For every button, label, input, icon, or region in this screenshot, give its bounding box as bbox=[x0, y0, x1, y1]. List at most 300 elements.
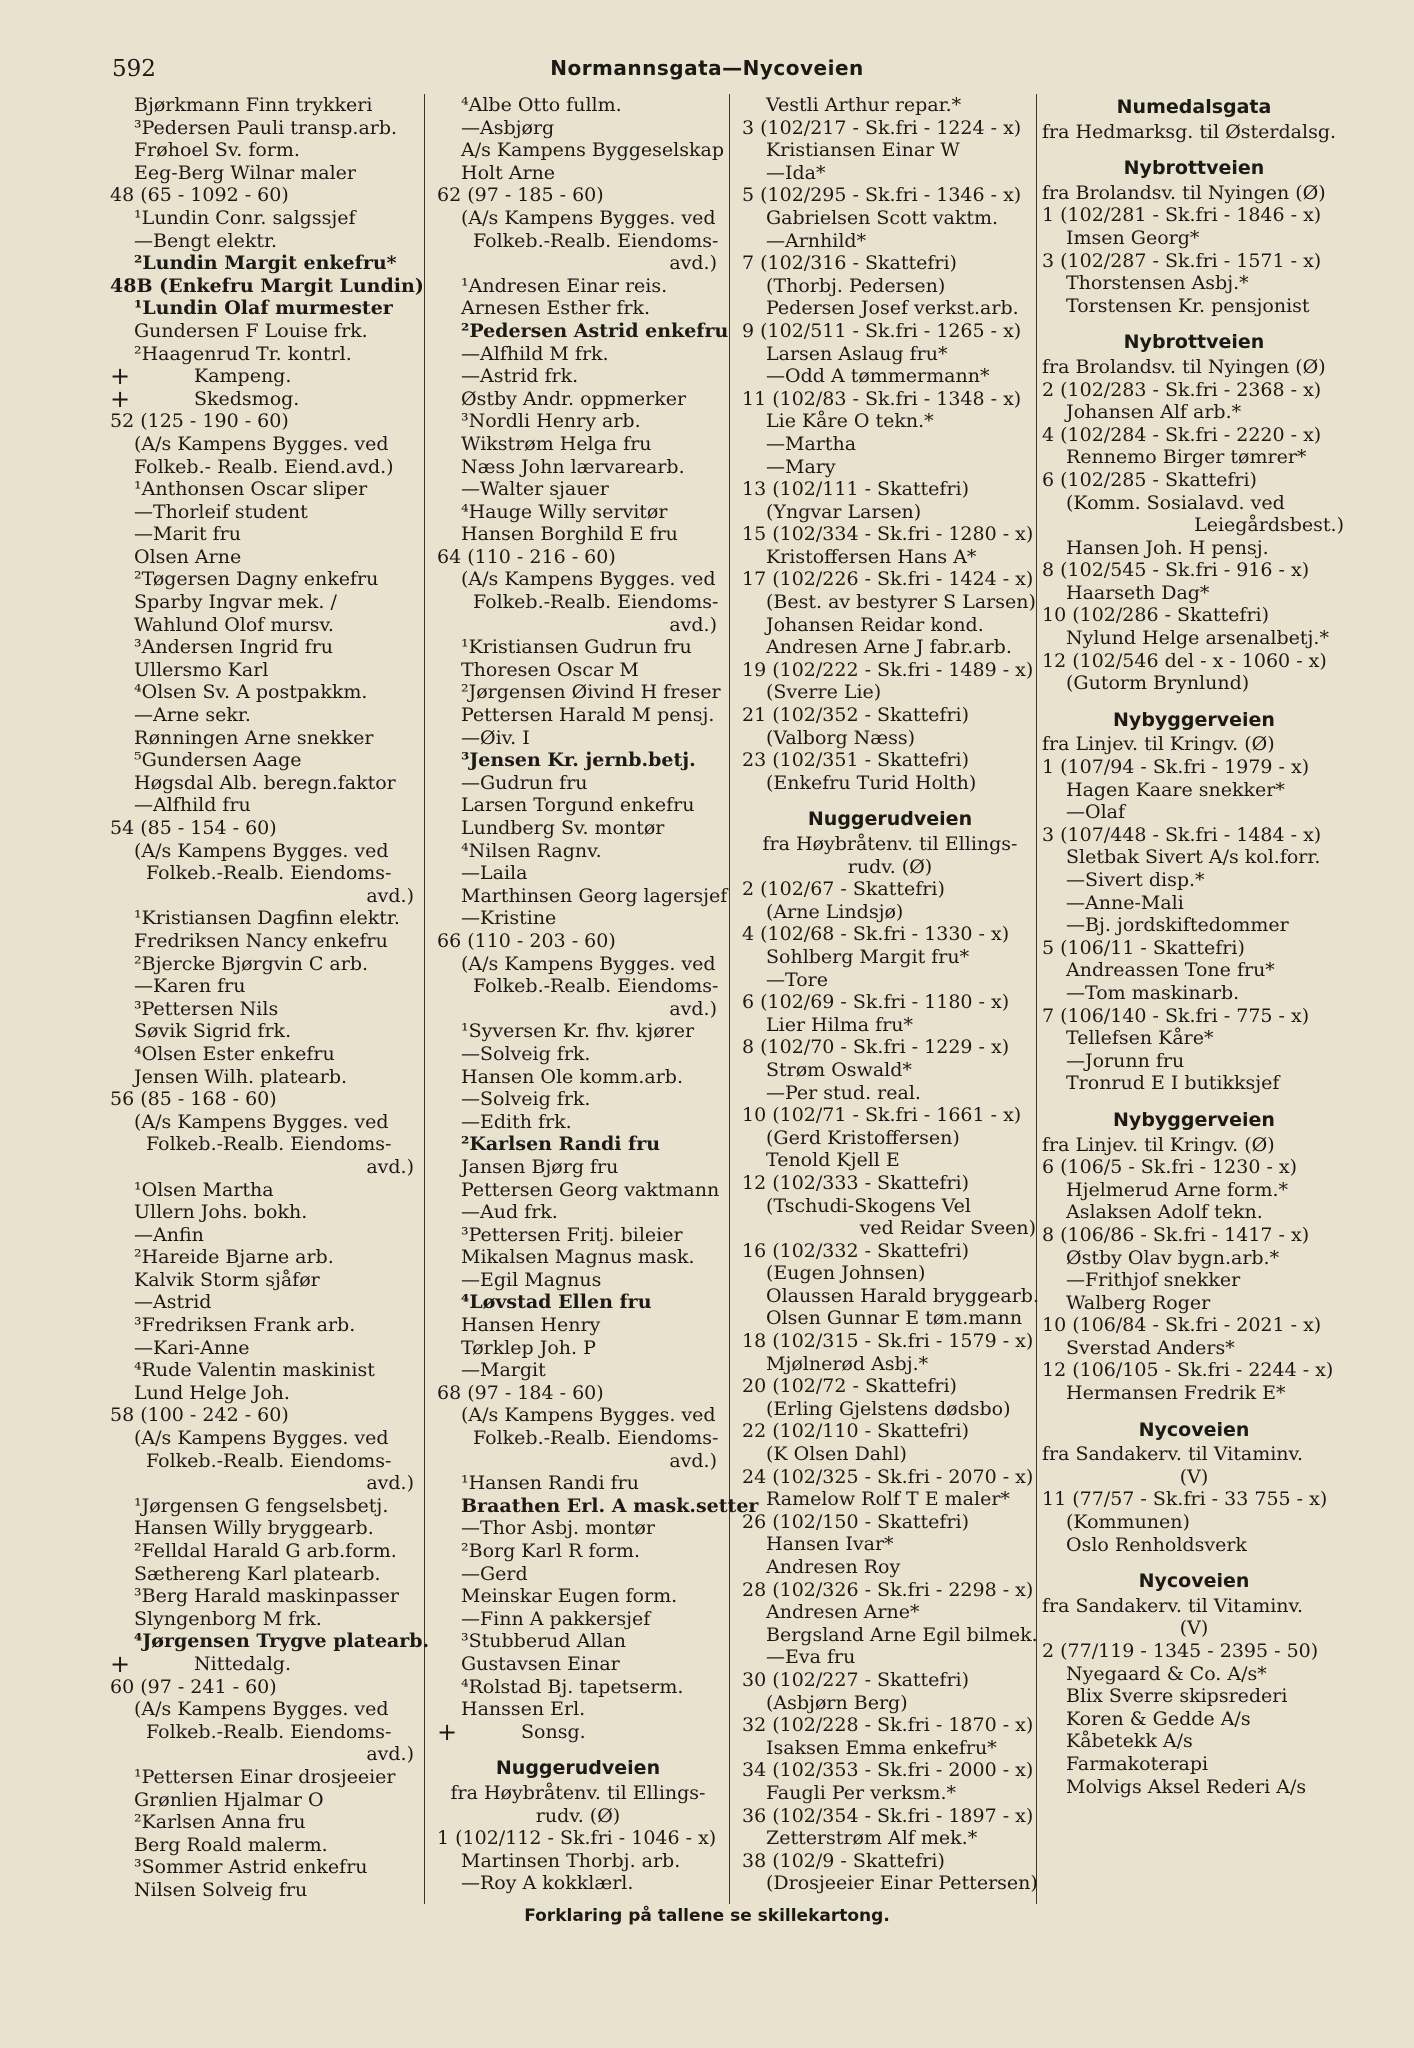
resident-line: —Mary bbox=[766, 455, 836, 478]
resident-line: —Olaf bbox=[1066, 801, 1126, 824]
street-route: fra Brolandsv. til Nyingen (Ø) bbox=[1042, 181, 1326, 204]
column-divider bbox=[729, 94, 730, 1904]
street-route: fra Brolandsv. til Nyingen (Ø) bbox=[1042, 355, 1326, 378]
resident-line: Sohlberg Margit fru* bbox=[766, 945, 970, 968]
house-number: 17 (102/226 - Sk.fri - 1424 - x) bbox=[742, 568, 1034, 591]
resident-line: ²Bjercke Bjørgvin C arb. bbox=[134, 952, 369, 975]
resident-line: (Tschudi-Skogens Vel bbox=[766, 1194, 971, 1217]
resident-line: —Ida* bbox=[766, 161, 826, 184]
house-number: 48B (Enkefru Margit Lundin) bbox=[110, 274, 424, 297]
resident-line: (Yngvar Larsen) bbox=[766, 500, 922, 523]
resident-line: Mjølnerød Asbj.* bbox=[766, 1352, 929, 1375]
resident-line: Oslo Renholdsverk bbox=[1066, 1533, 1247, 1556]
street-route: fra Høybråtenv. til Ellings- bbox=[762, 833, 1018, 855]
resident-line: Jansen Bjørg fru bbox=[461, 1155, 619, 1178]
resident-line: Larsen Aslaug fru* bbox=[766, 342, 948, 365]
resident-line: ¹Anthonsen Oscar sliper bbox=[134, 478, 368, 501]
resident-line: —Astrid bbox=[134, 1291, 212, 1314]
resident-line: ²Jørgensen Øivind H freser bbox=[461, 681, 721, 704]
resident-line: Lie Kåre O tekn.* bbox=[766, 410, 934, 433]
resident-line: ⁴Hauge Willy servitør bbox=[461, 500, 668, 523]
house-number: 62 (97 - 185 - 60) bbox=[437, 184, 604, 207]
house-number: 16 (102/332 - Skattefri) bbox=[742, 1239, 970, 1262]
resident-line: ⁴Albe Otto fullm. bbox=[461, 94, 622, 116]
house-number: 20 (102/72 - Skattefri) bbox=[742, 1375, 957, 1398]
continuation-line: avd.) bbox=[366, 1472, 414, 1495]
column-3 bbox=[742, 94, 1038, 1924]
resident-line: Vestli Arthur repar.* bbox=[766, 94, 962, 116]
resident-line: Bergsland Arne Egil bilmek. bbox=[766, 1623, 1038, 1646]
house-number: 32 (102/228 - Sk.fri - 1870 - x) bbox=[742, 1714, 1034, 1737]
resident-line: —Finn A pakkersjef bbox=[461, 1607, 651, 1630]
street-heading: Nycoveien bbox=[1138, 1570, 1250, 1593]
resident-line: Lundberg Sv. montør bbox=[461, 817, 665, 839]
resident-line: ¹Lundin Olaf murmester bbox=[134, 297, 393, 320]
resident-line: ⁴Rude Valentin maskinist bbox=[134, 1359, 375, 1382]
resident-line: ²Borg Karl R form. bbox=[461, 1540, 640, 1562]
resident-line: ³Fredriksen Frank arb. bbox=[134, 1314, 356, 1337]
resident-line: (A/s Kampens Bygges. ved bbox=[461, 952, 716, 975]
street-heading: Nybrottveien bbox=[1123, 157, 1265, 180]
resident-line: Walberg Roger bbox=[1066, 1291, 1211, 1314]
house-number: 6 (102/69 - Sk.fri - 1180 - x) bbox=[742, 991, 1010, 1014]
resident-line: —Øiv. I bbox=[461, 726, 530, 749]
resident-line: —Thorleif student bbox=[134, 500, 308, 523]
resident-line: Østby Olav bygn.arb.* bbox=[1066, 1246, 1280, 1269]
resident-line: Kristiansen Einar W bbox=[766, 139, 960, 162]
resident-line: (Arne Lindsjø) bbox=[766, 900, 904, 923]
resident-line: Blix Sverre skipsrederi bbox=[1066, 1685, 1288, 1708]
house-number: 5 (102/295 - Sk.fri - 1346 - x) bbox=[742, 184, 1022, 207]
resident-line: Braathen Erl. A mask.setter bbox=[461, 1494, 759, 1517]
resident-line: Gustavsen Einar bbox=[461, 1652, 620, 1675]
resident-line: (A/s Kampens Bygges. ved bbox=[461, 568, 716, 591]
resident-line: —Frithjof snekker bbox=[1066, 1269, 1241, 1292]
street-route: rudv. (Ø) bbox=[535, 1804, 621, 1827]
house-number: 38 (102/9 - Skattefri) bbox=[742, 1849, 945, 1872]
resident-line: Andresen Arne* bbox=[766, 1601, 920, 1624]
resident-line: Martinsen Thorbj. arb. bbox=[461, 1849, 681, 1872]
page-title: Normannsgata—Nycoveien bbox=[550, 56, 864, 80]
resident-line: ²Karlsen Anna fru bbox=[134, 1811, 306, 1834]
resident-line: Strøm Oswald* bbox=[766, 1058, 912, 1081]
resident-line: Søvik Sigrid frk. bbox=[134, 1020, 292, 1043]
house-number: 22 (102/110 - Skattefri) bbox=[742, 1420, 970, 1443]
resident-line: Sparby Ingvar mek. / bbox=[134, 591, 337, 614]
resident-line: ¹Pettersen Einar drosjeeier bbox=[134, 1765, 396, 1788]
street-route: fra Høybråtenv. til Ellings- bbox=[450, 1781, 706, 1804]
house-number: 8 (106/86 - Sk.fri - 1417 - x) bbox=[1042, 1223, 1310, 1246]
resident-line: Pettersen Harald M pensj. bbox=[461, 704, 715, 727]
house-number: 21 (102/352 - Skattefri) bbox=[742, 704, 970, 727]
house-number: 9 (102/511 - Sk.fri - 1265 - x) bbox=[742, 319, 1022, 342]
resident-line: Tellefsen Kåre* bbox=[1066, 1027, 1214, 1050]
street-heading: Numedalsgata bbox=[1116, 96, 1272, 118]
house-number: 48 (65 - 1092 - 60) bbox=[110, 184, 289, 207]
column-4 bbox=[1042, 94, 1346, 1924]
continuation-line: Leiegårdsbest.) bbox=[1194, 514, 1344, 537]
resident-line: Andresen Roy bbox=[766, 1556, 901, 1578]
resident-line: Kristoffersen Hans A* bbox=[766, 545, 977, 568]
resident-line: —Anfin bbox=[134, 1223, 204, 1246]
resident-line: Andreassen Tone fru* bbox=[1066, 959, 1275, 982]
street-heading: Nybyggerveien bbox=[1113, 708, 1275, 731]
resident-line: Grønlien Hjalmar O bbox=[134, 1788, 324, 1811]
house-number: 3 (107/448 - Sk.fri - 1484 - x) bbox=[1042, 823, 1322, 846]
resident-line: —Solveig frk. bbox=[461, 1042, 591, 1065]
resident-line: (A/s Kampens Bygges. ved bbox=[134, 1110, 389, 1133]
house-number: 7 (102/316 - Skattefri) bbox=[742, 252, 957, 275]
resident-line: Pettersen Georg vaktmann bbox=[461, 1178, 720, 1201]
crossing-icon: + bbox=[437, 1717, 458, 1746]
house-number: 1 (107/94 - Sk.fri - 1979 - x) bbox=[1042, 756, 1310, 779]
continuation-line: avd.) bbox=[366, 1743, 414, 1766]
house-number: 10 (102/286 - Skattefri) bbox=[1042, 604, 1270, 627]
resident-line: —Jorunn fru bbox=[1066, 1049, 1185, 1072]
resident-line: Hermansen Fredrik E* bbox=[1066, 1382, 1286, 1405]
resident-line: Slyngenborg M frk. bbox=[134, 1607, 322, 1630]
resident-line: ²Karlsen Randi fru bbox=[461, 1133, 661, 1156]
resident-line: —Egil Magnus bbox=[461, 1268, 602, 1291]
resident-line: ¹Hansen Randi fru bbox=[461, 1472, 639, 1495]
house-number: 30 (102/227 - Skattefri) bbox=[742, 1668, 970, 1691]
column-1 bbox=[110, 94, 430, 1924]
house-number: 36 (102/354 - Sk.fri - 1897 - x) bbox=[742, 1804, 1034, 1827]
resident-line: ²Hareide Bjarne arb. bbox=[134, 1246, 334, 1269]
resident-line: ¹Andresen Einar reis. bbox=[461, 274, 668, 297]
resident-line: Olaussen Harald bryggearb. bbox=[766, 1284, 1039, 1307]
resident-line: Ramelow Rolf T E maler* bbox=[766, 1488, 1010, 1511]
resident-line: ²Felldal Harald G arb.form. bbox=[134, 1540, 397, 1562]
continuation-line: avd.) bbox=[669, 613, 717, 636]
house-number: 8 (102/70 - Sk.fri - 1229 - x) bbox=[742, 1036, 1010, 1059]
resident-line: ³Berg Harald maskinpasser bbox=[134, 1585, 399, 1608]
resident-line: Olsen Arne bbox=[134, 545, 242, 568]
resident-line: —Alfhild fru bbox=[134, 794, 251, 817]
crossing-icon: + bbox=[110, 384, 131, 413]
resident-line: ⁴Løvstad Ellen fru bbox=[461, 1291, 652, 1314]
house-number: 12 (102/546 del - x - 1060 - x) bbox=[1042, 649, 1327, 672]
resident-line: Hansen Borghild E fru bbox=[461, 523, 678, 546]
resident-line: —Kari-Anne bbox=[134, 1336, 250, 1359]
resident-line: Mikalsen Magnus mask. bbox=[461, 1246, 695, 1269]
resident-line: Hansen Ole komm.arb. bbox=[461, 1065, 683, 1088]
resident-line: (Eugen Johnsen) bbox=[766, 1262, 926, 1285]
resident-line: Tenold Kjell E bbox=[766, 1149, 900, 1172]
resident-line: Nylund Helge arsenalbetj.* bbox=[1066, 627, 1329, 650]
resident-line: ³Jensen Kr. jernb.betj. bbox=[461, 749, 696, 772]
resident-line: ³Stubberud Allan bbox=[461, 1630, 627, 1653]
resident-line: Torstensen Kr. pensjonist bbox=[1066, 294, 1310, 317]
resident-line: —Solveig frk. bbox=[461, 1088, 591, 1111]
resident-line: —Astrid frk. bbox=[461, 365, 579, 388]
resident-line: Haarseth Dag* bbox=[1066, 581, 1210, 604]
house-number: 4 (102/68 - Sk.fri - 1330 - x) bbox=[742, 923, 1010, 946]
resident-line: ³Nordli Henry arb. bbox=[461, 410, 641, 433]
resident-line: Gundersen F Louise frk. bbox=[134, 319, 368, 342]
house-number: 23 (102/351 - Skattefri) bbox=[742, 749, 970, 772]
resident-line: Olsen Gunnar E tøm.mann bbox=[766, 1307, 1023, 1330]
resident-line: Kåbetekk A/s bbox=[1066, 1730, 1193, 1753]
resident-line: (Valborg Næss) bbox=[766, 726, 916, 749]
house-number: 24 (102/325 - Sk.fri - 2070 - x) bbox=[742, 1465, 1034, 1488]
house-number: 66 (110 - 203 - 60) bbox=[437, 929, 616, 952]
street-route: fra Sandakerv. til Vitaminv. bbox=[1042, 1594, 1304, 1617]
resident-line: ¹Kristiansen Dagfinn elektr. bbox=[134, 907, 400, 930]
resident-line: Kalvik Storm sjåfør bbox=[134, 1268, 320, 1291]
owner-line: Folkeb.-Realb. Eiendoms- bbox=[473, 229, 719, 252]
resident-line: Johansen Reidar kond. bbox=[766, 613, 984, 636]
house-number: 60 (97 - 241 - 60) bbox=[110, 1675, 277, 1698]
crossing-label: Nittedalg. bbox=[194, 1652, 291, 1675]
resident-line: —Marit fru bbox=[134, 523, 241, 546]
resident-line: Johansen Alf arb.* bbox=[1066, 401, 1242, 424]
house-number: 11 (102/83 - Sk.fri - 1348 - x) bbox=[742, 387, 1022, 410]
resident-line: (Thorbj. Pedersen) bbox=[766, 274, 946, 297]
resident-line: Farmakoterapi bbox=[1066, 1752, 1209, 1775]
resident-line: Hansen Henry bbox=[461, 1314, 601, 1337]
house-number: 56 (85 - 168 - 60) bbox=[110, 1088, 277, 1111]
resident-line: Marthinsen Georg lagersjef bbox=[461, 884, 728, 907]
resident-line: (Drosjeeier Einar Pettersen) bbox=[766, 1872, 1038, 1895]
street-route: (V) bbox=[1179, 1465, 1209, 1488]
street-route: fra Hedmarksg. til Østerdalsg. bbox=[1042, 120, 1337, 143]
resident-line: Wikstrøm Helga fru bbox=[461, 432, 652, 455]
resident-line: ²Tøgersen Dagny enkefru bbox=[134, 568, 379, 591]
resident-line: Sletbak Sivert A/s kol.forr. bbox=[1066, 846, 1321, 869]
resident-line: —Gudrun fru bbox=[461, 771, 588, 794]
resident-line: Gabrielsen Scott vaktm. bbox=[766, 206, 999, 229]
street-route: fra Linjev. til Kringv. (Ø) bbox=[1042, 733, 1275, 756]
resident-line: —Tore bbox=[766, 968, 828, 991]
resident-line: Hagen Kaare snekker* bbox=[1066, 778, 1285, 801]
resident-line: (Komm. Sosialavd. ved bbox=[1066, 491, 1285, 514]
resident-line: Andresen Arne J fabr.arb. bbox=[766, 636, 1012, 659]
resident-line: Rønningen Arne snekker bbox=[134, 726, 374, 749]
resident-line: ¹Olsen Martha bbox=[134, 1178, 274, 1201]
resident-line: —Odd A tømmermann* bbox=[766, 365, 990, 388]
house-number: 68 (97 - 184 - 60) bbox=[437, 1381, 604, 1404]
resident-line: Nyegaard & Co. A/s* bbox=[1066, 1662, 1267, 1685]
resident-line: ⁵Gundersen Aage bbox=[134, 749, 302, 772]
resident-line: Molvigs Aksel Rederi A/s bbox=[1066, 1775, 1307, 1798]
house-number: 1 (102/281 - Sk.fri - 1846 - x) bbox=[1042, 204, 1322, 227]
crossing-street bbox=[110, 1649, 416, 1678]
resident-line: Bjørkmann Finn trykkeri bbox=[134, 94, 373, 116]
resident-line: —Bj. jordskiftedommer bbox=[1066, 914, 1289, 937]
resident-line: ³Pedersen Pauli transp.arb. bbox=[134, 116, 398, 139]
crossing-label: Kampeng. bbox=[194, 365, 292, 388]
resident-line: (Asbjørn Berg) bbox=[766, 1691, 908, 1714]
crossing-icon: + bbox=[110, 1649, 131, 1678]
page-header bbox=[0, 54, 1414, 90]
street-heading: Nycoveien bbox=[1138, 1418, 1250, 1441]
house-number: 1 (102/112 - Sk.fri - 1046 - x) bbox=[437, 1827, 717, 1850]
resident-line: —Sivert disp.* bbox=[1066, 869, 1205, 891]
street-heading: Nuggerudveien bbox=[807, 808, 973, 831]
resident-line: —Karen fru bbox=[134, 975, 246, 998]
resident-line: —Martha bbox=[766, 432, 857, 455]
resident-line: Sverstad Anders* bbox=[1066, 1336, 1235, 1359]
resident-line: Thorstensen Asbj.* bbox=[1066, 272, 1249, 295]
resident-line: Thoresen Oscar M bbox=[461, 658, 639, 681]
resident-line: Berg Roald malerm. bbox=[134, 1833, 328, 1856]
resident-line: Wahlund Olof mursv. bbox=[134, 613, 334, 636]
house-number: 19 (102/222 - Sk.fri - 1489 - x) bbox=[742, 658, 1034, 681]
house-number: 26 (102/150 - Skattefri) bbox=[742, 1510, 970, 1533]
house-number: 13 (102/111 - Skattefri) bbox=[742, 478, 970, 501]
resident-line: (A/s Kampens Bygges. ved bbox=[134, 1698, 389, 1721]
house-number: 2 (102/67 - Skattefri) bbox=[742, 878, 945, 901]
crossing-label: Sonsg. bbox=[521, 1720, 586, 1743]
resident-line: Lier Hilma fru* bbox=[766, 1013, 914, 1036]
footer-note: Forklaring på tallene se skillekartong. bbox=[524, 1906, 890, 1926]
resident-line: ³Pettersen Nils bbox=[134, 997, 279, 1020]
resident-line: —Thor Asbj. montør bbox=[461, 1517, 655, 1540]
street-route: (V) bbox=[1179, 1617, 1209, 1640]
resident-line: ³Sommer Astrid enkefru bbox=[134, 1856, 368, 1879]
resident-line: —Per stud. real. bbox=[766, 1081, 921, 1104]
resident-line: ³Pettersen Fritj. bileier bbox=[461, 1223, 683, 1246]
resident-line: Hansen Ivar* bbox=[766, 1533, 894, 1556]
resident-line: Pedersen Josef verkst.arb. bbox=[766, 297, 1019, 320]
resident-line: Zetterstrøm Alf mek.* bbox=[766, 1827, 978, 1850]
crossing-icon: + bbox=[110, 362, 131, 391]
house-number: 52 (125 - 190 - 60) bbox=[110, 410, 289, 433]
house-number: 10 (106/84 - Sk.fri - 2021 - x) bbox=[1042, 1314, 1322, 1337]
house-number: 6 (106/5 - Sk.fri - 1230 - x) bbox=[1042, 1156, 1298, 1179]
resident-line: (A/s Kampens Bygges. ved bbox=[134, 432, 389, 455]
continuation-line: avd.) bbox=[669, 997, 717, 1020]
house-number: 54 (85 - 154 - 60) bbox=[110, 817, 277, 839]
resident-line: —Tom maskinarb. bbox=[1066, 981, 1240, 1004]
resident-line: (Gutorm Brynlund) bbox=[1066, 672, 1250, 695]
street-heading: Nybrottveien bbox=[1123, 331, 1265, 354]
resident-line: —Margit bbox=[461, 1359, 546, 1382]
owner-line: Folkeb.-Realb. Eiendoms- bbox=[146, 1133, 392, 1156]
house-number: 2 (77/119 - 1345 - 2395 - 50) bbox=[1042, 1640, 1319, 1662]
resident-line: Rennemo Birger tømrer* bbox=[1066, 446, 1307, 469]
resident-line: ⁴Olsen Ester enkefru bbox=[134, 1042, 335, 1065]
resident-line: Arnesen Esther frk. bbox=[461, 297, 651, 320]
resident-line: —Anne-Mali bbox=[1066, 891, 1184, 914]
resident-line: (A/s Kampens Bygges. ved bbox=[134, 1427, 389, 1450]
resident-line: ⁴Jørgensen Trygve platearb. bbox=[134, 1630, 430, 1653]
resident-line: (Enkefru Turid Holth) bbox=[766, 771, 977, 794]
street-route: fra Linjev. til Kringv. (Ø) bbox=[1042, 1133, 1275, 1156]
resident-line: Isaksen Emma enkefru* bbox=[766, 1736, 997, 1759]
resident-line: Hanssen Erl. bbox=[461, 1698, 586, 1721]
resident-line: ¹Lundin Conr. salgssjef bbox=[134, 206, 356, 229]
resident-line: Østby Andr. oppmerker bbox=[461, 387, 687, 410]
resident-line: Larsen Torgund enkefru bbox=[461, 794, 695, 817]
continuation-line: avd.) bbox=[669, 1449, 717, 1472]
house-number: 5 (106/11 - Skattefri) bbox=[1042, 936, 1245, 959]
resident-line: (Kommunen) bbox=[1066, 1511, 1190, 1534]
resident-line: Jensen Wilh. platearb. bbox=[134, 1065, 348, 1088]
resident-line: Koren & Gedde A/s bbox=[1066, 1707, 1251, 1730]
house-number: 15 (102/334 - Sk.fri - 1280 - x) bbox=[742, 523, 1034, 546]
resident-line: Hansen Willy bryggearb. bbox=[134, 1517, 374, 1540]
resident-line: —Arnhild* bbox=[766, 229, 867, 252]
street-route: rudv. (Ø) bbox=[847, 855, 933, 878]
house-number: 6 (102/285 - Skattefri) bbox=[1042, 468, 1257, 491]
resident-line: —Edith frk. bbox=[461, 1110, 572, 1133]
resident-line: Fredriksen Nancy enkefru bbox=[134, 929, 388, 952]
resident-line: ¹Kristiansen Gudrun fru bbox=[461, 636, 692, 659]
resident-line: Nilsen Solveig fru bbox=[134, 1878, 308, 1901]
resident-line: —Bengt elektr. bbox=[134, 229, 278, 252]
resident-line: ²Haagenrud Tr. kontrl. bbox=[134, 342, 352, 365]
resident-line: —Roy A kokklærl. bbox=[461, 1872, 634, 1895]
resident-line: ¹Jørgensen G fengselsbetj. bbox=[134, 1494, 389, 1517]
resident-line: —Aud frk. bbox=[461, 1201, 558, 1224]
resident-line: (A/s Kampens Bygges. ved bbox=[461, 1404, 716, 1427]
resident-line: Folkeb.- Realb. Eiend.avd.) bbox=[134, 455, 394, 478]
page-number: 592 bbox=[112, 56, 156, 82]
crossing-label: Skedsmog. bbox=[194, 387, 300, 410]
crossing-street bbox=[437, 1717, 719, 1746]
resident-line: —Kristine bbox=[461, 907, 557, 930]
resident-line: Ullern Johs. bokh. bbox=[134, 1201, 308, 1224]
house-number: 3 (102/287 - Sk.fri - 1571 - x) bbox=[1042, 249, 1322, 272]
street-heading: Nybyggerveien bbox=[1113, 1108, 1275, 1131]
resident-line: —Arne sekr. bbox=[134, 704, 251, 727]
continuation-line: avd.) bbox=[669, 252, 717, 275]
resident-line: Næss John lærvarearb. bbox=[461, 455, 685, 478]
house-number: 3 (102/217 - Sk.fri - 1224 - x) bbox=[742, 116, 1022, 139]
resident-line: Aslaksen Adolf tekn. bbox=[1066, 1201, 1263, 1224]
house-number: 28 (102/326 - Sk.fri - 2298 - x) bbox=[742, 1578, 1034, 1601]
resident-line: —Laila bbox=[461, 862, 528, 885]
resident-line: Høgsdal Alb. beregn.faktor bbox=[134, 771, 396, 794]
resident-line: Hjelmerud Arne form.* bbox=[1066, 1178, 1288, 1201]
owner-line: Folkeb.-Realb. Eiendoms- bbox=[473, 591, 719, 614]
resident-line: Meinskar Eugen form. bbox=[461, 1585, 678, 1608]
resident-line: (Best. av bestyrer S Larsen) bbox=[766, 591, 1036, 614]
resident-line: (Gerd Kristoffersen) bbox=[766, 1126, 960, 1149]
house-number: 11 (77/57 - Sk.fri - 33 755 - x) bbox=[1042, 1488, 1328, 1511]
resident-line: Ullersmo Karl bbox=[134, 658, 269, 681]
resident-line: (Erling Gjelstens dødsbo) bbox=[766, 1397, 1011, 1420]
resident-line: Tørklep Joh. P bbox=[461, 1336, 596, 1359]
resident-line: (K Olsen Dahl) bbox=[766, 1443, 907, 1466]
street-route: fra Sandakerv. til Vitaminv. bbox=[1042, 1443, 1304, 1466]
continuation-line: ved Reidar Sveen) bbox=[859, 1217, 1036, 1240]
resident-line: Lund Helge Joh. bbox=[134, 1381, 290, 1404]
continuation-line: avd.) bbox=[366, 1155, 414, 1178]
house-number: 12 (106/105 - Sk.fri - 2244 - x) bbox=[1042, 1359, 1334, 1382]
house-number: 18 (102/315 - Sk.fri - 1579 - x) bbox=[742, 1330, 1034, 1353]
house-number: 7 (106/140 - Sk.fri - 775 - x) bbox=[1042, 1004, 1310, 1027]
resident-line: —Gerd bbox=[461, 1562, 528, 1585]
resident-line: Sæthereng Karl platearb. bbox=[134, 1562, 381, 1585]
owner-line: Folkeb.-Realb. Eiendoms- bbox=[473, 975, 719, 998]
continuation-line: avd.) bbox=[366, 884, 414, 907]
owner-line: Folkeb.-Realb. Eiendoms- bbox=[146, 1720, 392, 1743]
house-number: 58 (100 - 242 - 60) bbox=[110, 1404, 289, 1427]
house-number: 34 (102/353 - Sk.fri - 2000 - x) bbox=[742, 1759, 1034, 1782]
house-number: 10 (102/71 - Sk.fri - 1661 - x) bbox=[742, 1104, 1022, 1127]
resident-line: —Asbjørg bbox=[461, 116, 555, 139]
street-heading: Nuggerudveien bbox=[495, 1757, 661, 1780]
crossing-street bbox=[110, 384, 416, 413]
resident-line: Holt Arne bbox=[461, 161, 556, 184]
resident-line: Hansen Joh. H pensj. bbox=[1066, 536, 1269, 559]
resident-line: ²Lundin Margit enkefru* bbox=[134, 252, 397, 275]
resident-line: ⁴Rolstad Bj. tapetserm. bbox=[461, 1675, 684, 1698]
resident-line: ¹Syversen Kr. fhv. kjører bbox=[461, 1020, 695, 1043]
